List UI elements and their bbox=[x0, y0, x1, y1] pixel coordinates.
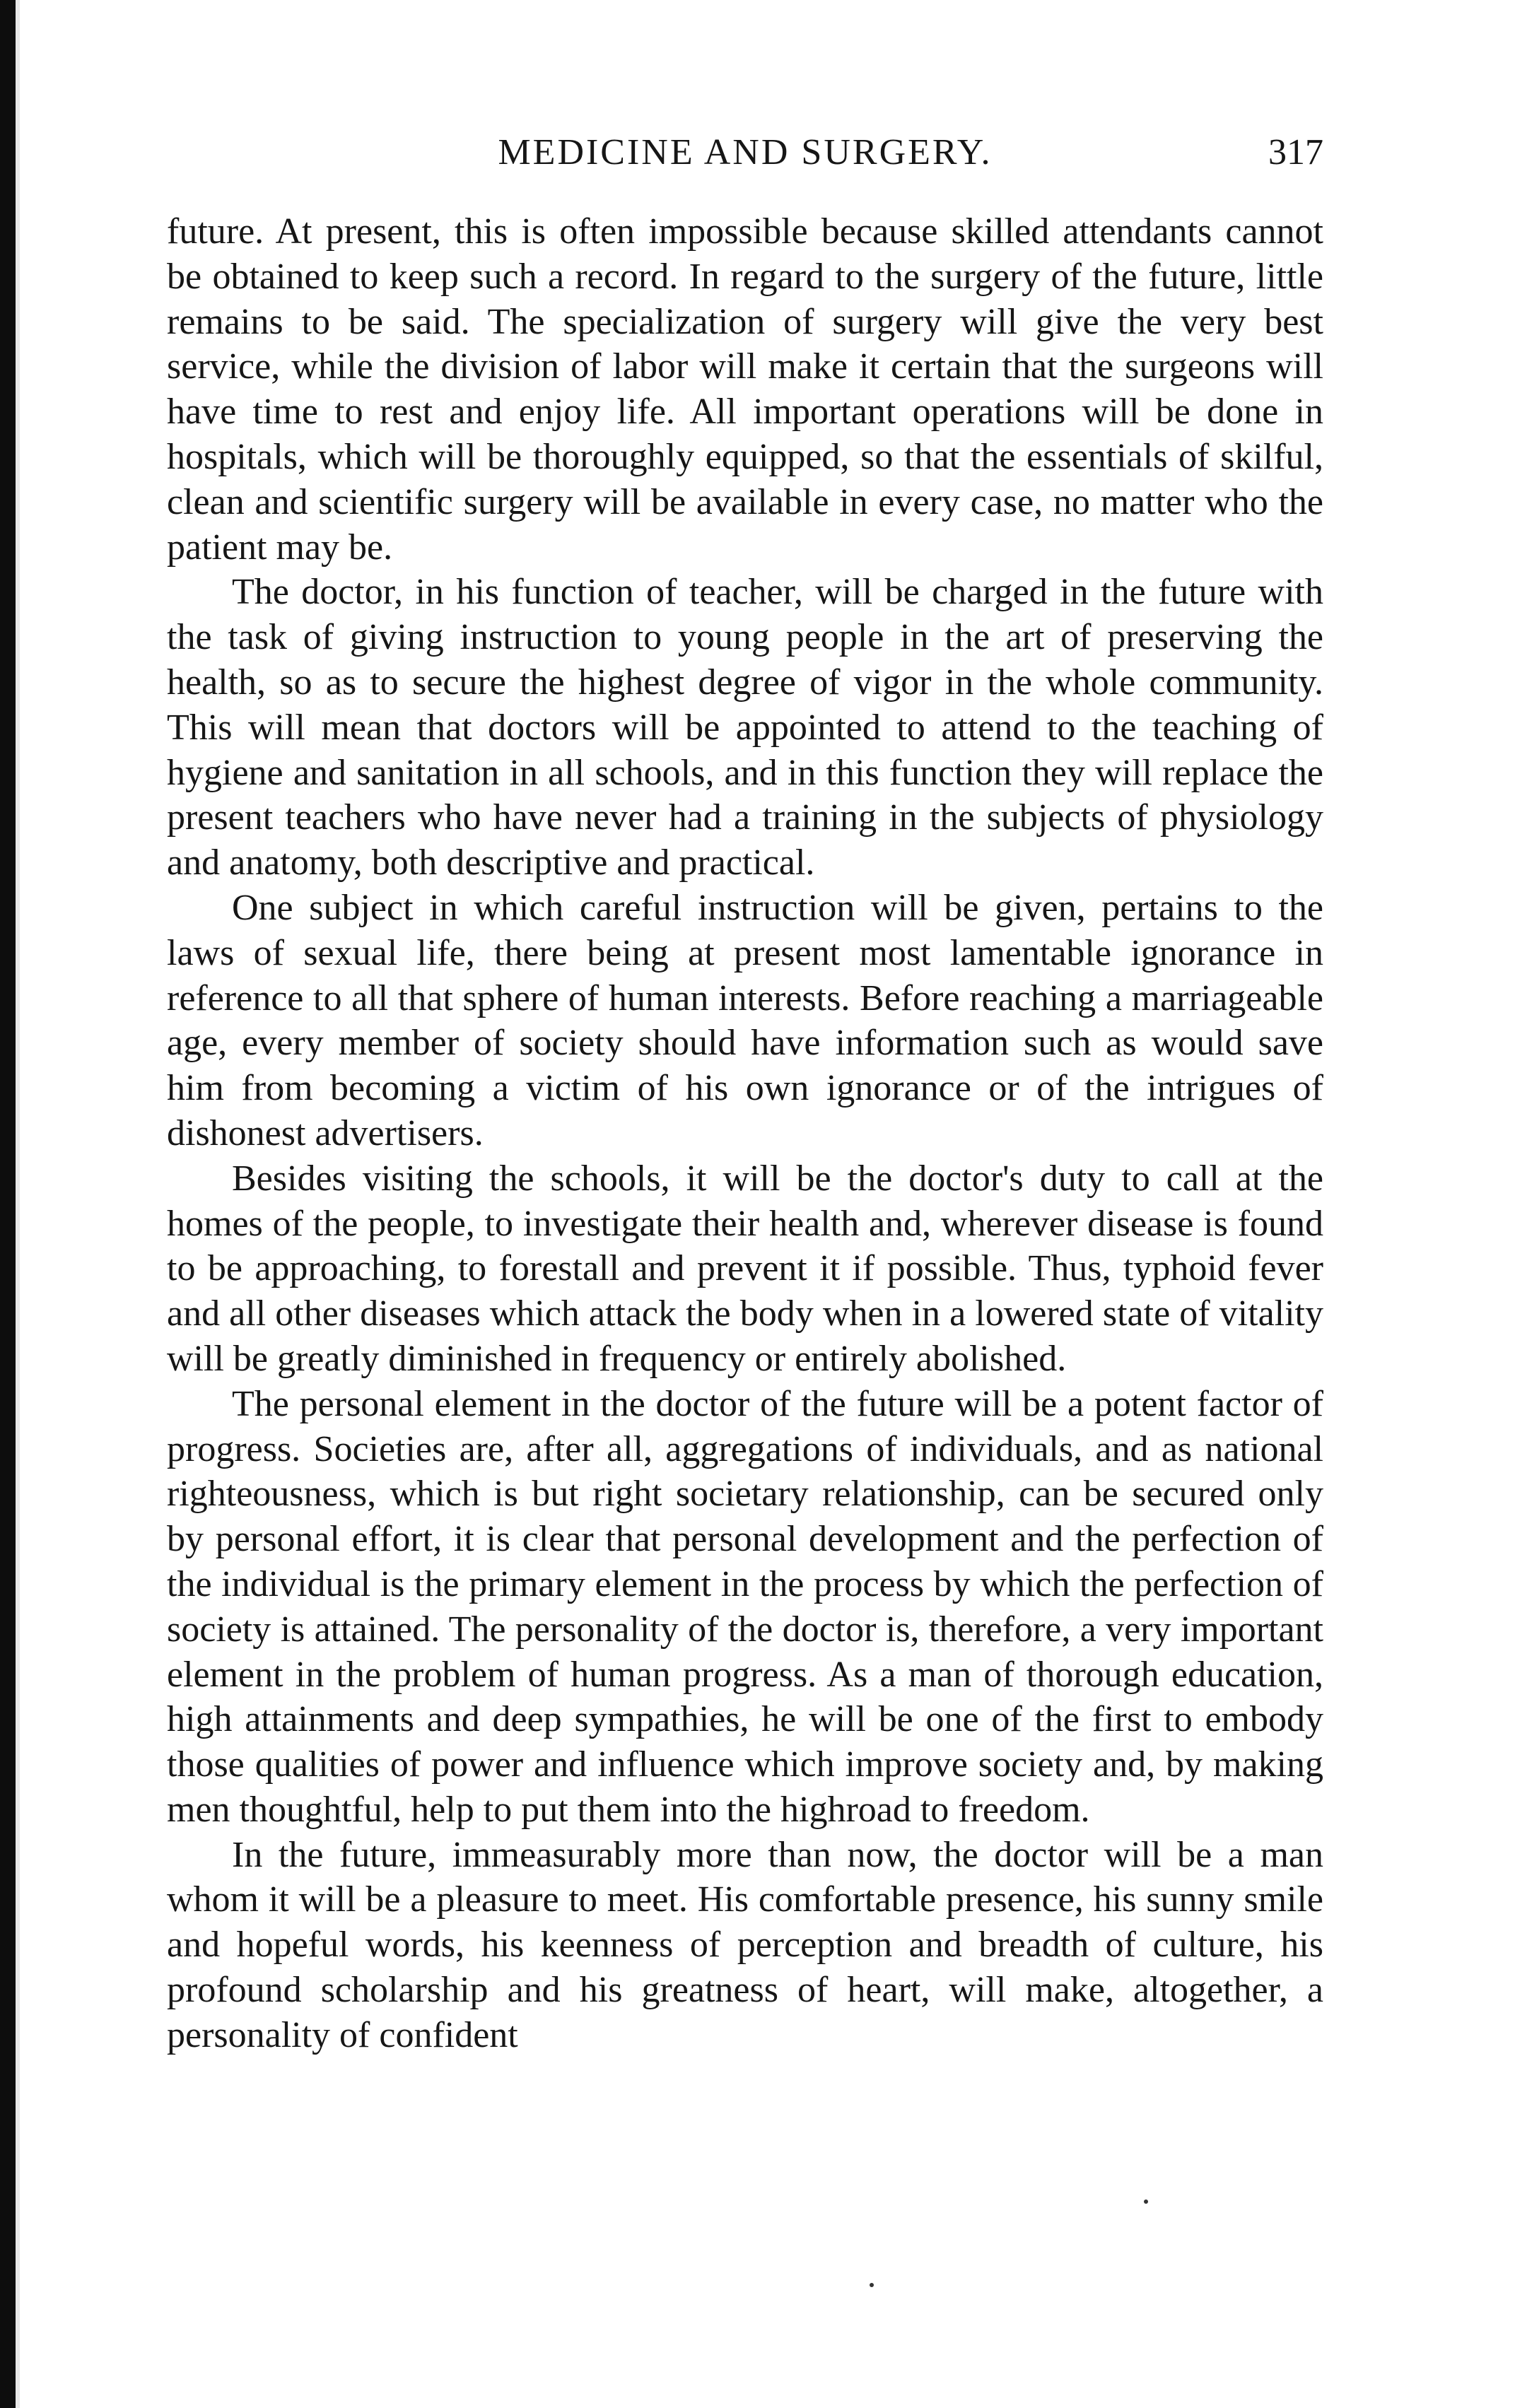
body-text bbox=[167, 209, 1323, 2058]
paragraph-5: The personal element in the doctor of the future will be a potent factor of progress. Societies are, after all, aggregations of individuals, and as national righteousness, which is but right societary relationship, can be secured only by personal effort, it is clear that personal development and the perfection of the individual is the primary element in the process by which the perfection of society is attained. The personality of the doctor is, therefore, a very important element in the problem of human progress. As a man of thorough education, high attainments and deep sympathies, he will be one of the first to embody those qualities of power and influence which improve society and, by making men thoughtful, help to put them into the highroad to freedom. bbox=[167, 1383, 1323, 1830]
print-speck bbox=[870, 2283, 874, 2287]
print-speck bbox=[1144, 2199, 1148, 2204]
paragraph-2: The doctor, in his function of teacher, will be charged in the future with the task of giving instruction to young people in the art of preserving the health, so as to secure the highest degree of vigor in the whole community. This will mean that doctors will be appointed to attend to the teaching of hygiene and sanitation in all schools, and in this function they will replace the present teachers who have never had a training in the subjects of physiology and anatomy, both descriptive and practical. bbox=[167, 572, 1323, 883]
page-number: 317 bbox=[1268, 132, 1323, 172]
book-spine-shadow bbox=[0, 0, 16, 2408]
running-head: MEDICINE AND SURGERY. bbox=[498, 132, 993, 172]
paragraph-4: Besides visiting the schools, it will be the doctor's duty to call at the homes of the people, to investigate their health and, wherever disease is found to be approaching, to forestall and prevent it if possible. Thus, typhoid fever and all other diseases which attack the body when in a lowered state of vitality will be greatly diminished in frequency or entirely abolished. bbox=[167, 1158, 1323, 1379]
paragraph-1: future. At present, this is often impossible because skilled attendants cannot be obtained to keep such a record. In regard to the surgery of the future, little remains to be said. The specialization of surgery will give the very best service, while the division of labor will make it certain that the surgeons will have time to rest and enjoy life. All important operations will be done in hospitals, which will be thoroughly equipped, so that the essentials of skilful, clean and scientific surgery will be available in every case, no matter who the patient may be. bbox=[167, 211, 1323, 568]
page-header bbox=[167, 124, 1323, 181]
paragraph-3: One subject in which careful instruction will be given, pertains to the laws of sexual life, there being at present most lamentable ignorance in reference to all that sphere of human interests. Before reaching a marriageable age, every member of society should have information such as would save him from becoming a victim of his own ignorance or of the intrigues of dishonest advertisers. bbox=[167, 887, 1323, 1153]
page-gutter bbox=[16, 0, 20, 2408]
paragraph-6: In the future, immeasurably more than now, the doctor will be a man whom it will be a pleasure to meet. His comfortable presence, his sunny smile and hopeful words, his keenness of perception and breadth of culture, his profound scholarship and his greatness of heart, will make, altogether, a personality of confident bbox=[167, 1834, 1323, 2055]
